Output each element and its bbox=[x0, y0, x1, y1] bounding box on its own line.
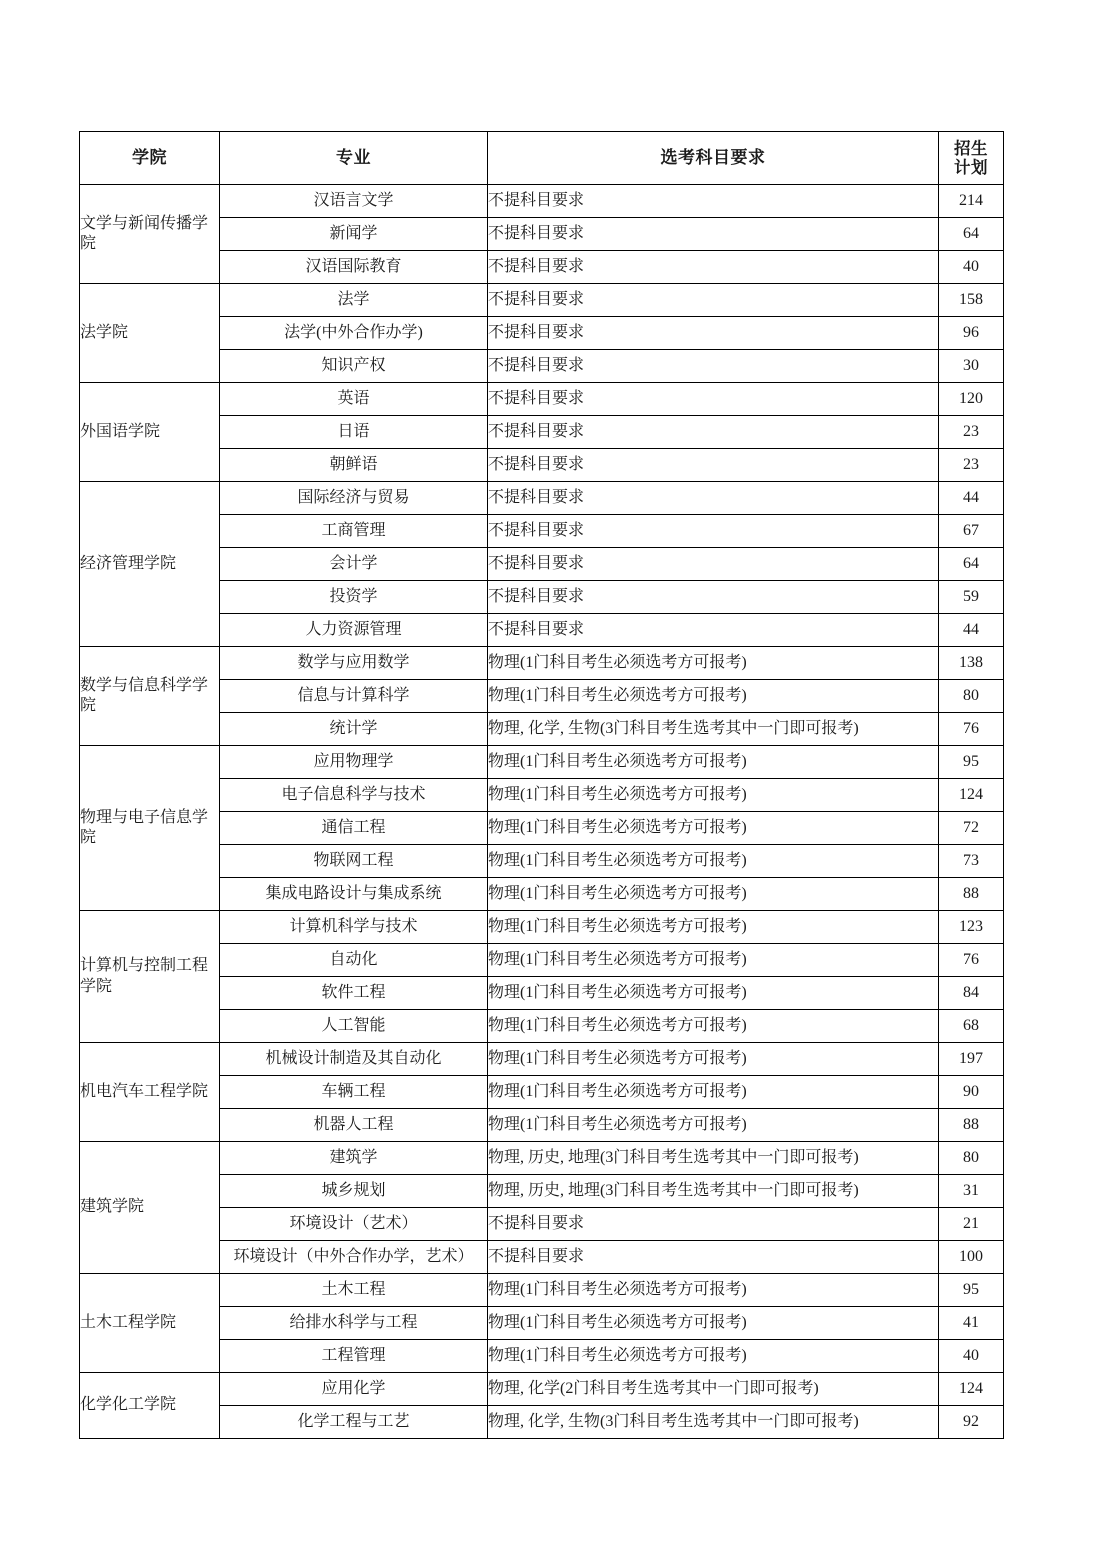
cell-requirement: 不提科目要求 bbox=[488, 614, 939, 647]
cell-major: 机械设计制造及其自动化 bbox=[220, 1043, 488, 1076]
cell-requirement: 物理(1门科目考生必须选考方可报考) bbox=[488, 878, 939, 911]
cell-requirement: 不提科目要求 bbox=[488, 350, 939, 383]
cell-quota: 76 bbox=[939, 713, 1004, 746]
cell-college: 经济管理学院 bbox=[80, 482, 220, 647]
cell-major: 投资学 bbox=[220, 581, 488, 614]
cell-quota: 67 bbox=[939, 515, 1004, 548]
cell-quota: 44 bbox=[939, 482, 1004, 515]
cell-requirement: 物理(1门科目考生必须选考方可报考) bbox=[488, 944, 939, 977]
cell-major: 数学与应用数学 bbox=[220, 647, 488, 680]
cell-quota: 64 bbox=[939, 548, 1004, 581]
cell-major: 计算机科学与技术 bbox=[220, 911, 488, 944]
cell-college: 法学院 bbox=[80, 284, 220, 383]
cell-major: 人工智能 bbox=[220, 1010, 488, 1043]
cell-major: 电子信息科学与技术 bbox=[220, 779, 488, 812]
cell-major: 自动化 bbox=[220, 944, 488, 977]
cell-college: 化学化工学院 bbox=[80, 1373, 220, 1439]
cell-quota: 124 bbox=[939, 779, 1004, 812]
cell-major: 法学(中外合作办学) bbox=[220, 317, 488, 350]
table-row bbox=[80, 1043, 1004, 1076]
admission-plan-table-wrapper bbox=[79, 131, 1003, 1439]
cell-quota: 30 bbox=[939, 350, 1004, 383]
cell-requirement: 物理(1门科目考生必须选考方可报考) bbox=[488, 680, 939, 713]
cell-major: 英语 bbox=[220, 383, 488, 416]
cell-quota: 40 bbox=[939, 1340, 1004, 1373]
cell-major: 汉语言文学 bbox=[220, 185, 488, 218]
cell-major: 日语 bbox=[220, 416, 488, 449]
cell-requirement: 物理(1门科目考生必须选考方可报考) bbox=[488, 911, 939, 944]
table-row bbox=[80, 911, 1004, 944]
cell-major: 环境设计（中外合作办学，艺术） bbox=[220, 1241, 488, 1274]
cell-requirement: 不提科目要求 bbox=[488, 284, 939, 317]
cell-requirement: 物理, 历史, 地理(3门科目考生选考其中一门即可报考) bbox=[488, 1175, 939, 1208]
cell-requirement: 不提科目要求 bbox=[488, 416, 939, 449]
table-body bbox=[80, 185, 1004, 1439]
cell-requirement: 不提科目要求 bbox=[488, 581, 939, 614]
cell-quota: 158 bbox=[939, 284, 1004, 317]
cell-quota: 64 bbox=[939, 218, 1004, 251]
cell-quota: 84 bbox=[939, 977, 1004, 1010]
cell-requirement: 不提科目要求 bbox=[488, 482, 939, 515]
cell-quota: 44 bbox=[939, 614, 1004, 647]
cell-college: 物理与电子信息学院 bbox=[80, 746, 220, 911]
cell-major: 工程管理 bbox=[220, 1340, 488, 1373]
cell-college: 外国语学院 bbox=[80, 383, 220, 482]
column-header-quota-line1: 招生 bbox=[954, 138, 988, 158]
cell-major: 国际经济与贸易 bbox=[220, 482, 488, 515]
cell-quota: 31 bbox=[939, 1175, 1004, 1208]
cell-quota: 80 bbox=[939, 1142, 1004, 1175]
cell-quota: 80 bbox=[939, 680, 1004, 713]
cell-requirement: 不提科目要求 bbox=[488, 218, 939, 251]
cell-quota: 95 bbox=[939, 746, 1004, 779]
cell-quota: 95 bbox=[939, 1274, 1004, 1307]
cell-quota: 23 bbox=[939, 449, 1004, 482]
cell-requirement: 不提科目要求 bbox=[488, 317, 939, 350]
cell-college: 文学与新闻传播学院 bbox=[80, 185, 220, 284]
cell-major: 应用物理学 bbox=[220, 746, 488, 779]
cell-requirement: 不提科目要求 bbox=[488, 1208, 939, 1241]
table-row bbox=[80, 482, 1004, 515]
cell-major: 法学 bbox=[220, 284, 488, 317]
cell-major: 物联网工程 bbox=[220, 845, 488, 878]
cell-quota: 88 bbox=[939, 1109, 1004, 1142]
column-header-college: 学院 bbox=[80, 132, 220, 185]
cell-quota: 73 bbox=[939, 845, 1004, 878]
cell-requirement: 物理(1门科目考生必须选考方可报考) bbox=[488, 845, 939, 878]
cell-quota: 90 bbox=[939, 1076, 1004, 1109]
cell-requirement: 物理(1门科目考生必须选考方可报考) bbox=[488, 1043, 939, 1076]
cell-quota: 100 bbox=[939, 1241, 1004, 1274]
cell-requirement: 不提科目要求 bbox=[488, 515, 939, 548]
table-row bbox=[80, 1373, 1004, 1406]
cell-quota: 124 bbox=[939, 1373, 1004, 1406]
column-header-quota bbox=[939, 132, 1004, 185]
cell-quota: 72 bbox=[939, 812, 1004, 845]
cell-major: 人力资源管理 bbox=[220, 614, 488, 647]
cell-requirement: 物理, 化学(2门科目考生选考其中一门即可报考) bbox=[488, 1373, 939, 1406]
cell-major: 机器人工程 bbox=[220, 1109, 488, 1142]
cell-major: 给排水科学与工程 bbox=[220, 1307, 488, 1340]
cell-requirement: 物理(1门科目考生必须选考方可报考) bbox=[488, 1274, 939, 1307]
cell-requirement: 物理(1门科目考生必须选考方可报考) bbox=[488, 1010, 939, 1043]
table-row bbox=[80, 185, 1004, 218]
table-row bbox=[80, 1142, 1004, 1175]
cell-major: 信息与计算科学 bbox=[220, 680, 488, 713]
cell-college: 机电汽车工程学院 bbox=[80, 1043, 220, 1142]
table-row bbox=[80, 746, 1004, 779]
cell-requirement: 物理(1门科目考生必须选考方可报考) bbox=[488, 1109, 939, 1142]
cell-requirement: 不提科目要求 bbox=[488, 1241, 939, 1274]
cell-requirement: 物理(1门科目考生必须选考方可报考) bbox=[488, 1307, 939, 1340]
cell-quota: 92 bbox=[939, 1406, 1004, 1439]
column-header-quota-line2: 计划 bbox=[954, 158, 988, 177]
cell-quota: 120 bbox=[939, 383, 1004, 416]
cell-major: 汉语国际教育 bbox=[220, 251, 488, 284]
cell-major: 新闻学 bbox=[220, 218, 488, 251]
cell-requirement: 物理(1门科目考生必须选考方可报考) bbox=[488, 977, 939, 1010]
cell-major: 车辆工程 bbox=[220, 1076, 488, 1109]
column-header-major: 专业 bbox=[220, 132, 488, 185]
cell-major: 朝鲜语 bbox=[220, 449, 488, 482]
header-row bbox=[80, 132, 1004, 185]
cell-quota: 40 bbox=[939, 251, 1004, 284]
cell-quota: 41 bbox=[939, 1307, 1004, 1340]
cell-major: 软件工程 bbox=[220, 977, 488, 1010]
cell-major: 工商管理 bbox=[220, 515, 488, 548]
cell-major: 会计学 bbox=[220, 548, 488, 581]
table-header bbox=[80, 132, 1004, 185]
cell-major: 化学工程与工艺 bbox=[220, 1406, 488, 1439]
cell-requirement: 不提科目要求 bbox=[488, 185, 939, 218]
cell-quota: 21 bbox=[939, 1208, 1004, 1241]
cell-major: 知识产权 bbox=[220, 350, 488, 383]
cell-quota: 96 bbox=[939, 317, 1004, 350]
cell-requirement: 物理(1门科目考生必须选考方可报考) bbox=[488, 779, 939, 812]
table-row bbox=[80, 383, 1004, 416]
cell-quota: 59 bbox=[939, 581, 1004, 614]
cell-major: 统计学 bbox=[220, 713, 488, 746]
cell-requirement: 不提科目要求 bbox=[488, 449, 939, 482]
cell-quota: 197 bbox=[939, 1043, 1004, 1076]
cell-requirement: 物理(1门科目考生必须选考方可报考) bbox=[488, 746, 939, 779]
cell-requirement: 不提科目要求 bbox=[488, 548, 939, 581]
cell-major: 土木工程 bbox=[220, 1274, 488, 1307]
cell-quota: 123 bbox=[939, 911, 1004, 944]
cell-requirement: 物理(1门科目考生必须选考方可报考) bbox=[488, 812, 939, 845]
cell-major: 集成电路设计与集成系统 bbox=[220, 878, 488, 911]
cell-college: 数学与信息科学学院 bbox=[80, 647, 220, 746]
cell-requirement: 物理, 历史, 地理(3门科目考生选考其中一门即可报考) bbox=[488, 1142, 939, 1175]
cell-quota: 76 bbox=[939, 944, 1004, 977]
cell-major: 应用化学 bbox=[220, 1373, 488, 1406]
cell-quota: 23 bbox=[939, 416, 1004, 449]
column-header-requirement: 选考科目要求 bbox=[488, 132, 939, 185]
cell-quota: 88 bbox=[939, 878, 1004, 911]
admission-plan-table bbox=[79, 131, 1004, 1439]
table-row bbox=[80, 647, 1004, 680]
cell-major: 通信工程 bbox=[220, 812, 488, 845]
table-row bbox=[80, 1274, 1004, 1307]
cell-requirement: 物理, 化学, 生物(3门科目考生选考其中一门即可报考) bbox=[488, 713, 939, 746]
cell-requirement: 物理(1门科目考生必须选考方可报考) bbox=[488, 1076, 939, 1109]
cell-requirement: 物理(1门科目考生必须选考方可报考) bbox=[488, 647, 939, 680]
cell-major: 城乡规划 bbox=[220, 1175, 488, 1208]
cell-college: 计算机与控制工程学院 bbox=[80, 911, 220, 1043]
cell-requirement: 物理, 化学, 生物(3门科目考生选考其中一门即可报考) bbox=[488, 1406, 939, 1439]
cell-requirement: 不提科目要求 bbox=[488, 251, 939, 284]
cell-college: 土木工程学院 bbox=[80, 1274, 220, 1373]
cell-quota: 138 bbox=[939, 647, 1004, 680]
cell-college: 建筑学院 bbox=[80, 1142, 220, 1274]
cell-requirement: 物理(1门科目考生必须选考方可报考) bbox=[488, 1340, 939, 1373]
cell-quota: 214 bbox=[939, 185, 1004, 218]
table-row bbox=[80, 284, 1004, 317]
cell-quota: 68 bbox=[939, 1010, 1004, 1043]
cell-requirement: 不提科目要求 bbox=[488, 383, 939, 416]
cell-major: 建筑学 bbox=[220, 1142, 488, 1175]
cell-major: 环境设计（艺术） bbox=[220, 1208, 488, 1241]
